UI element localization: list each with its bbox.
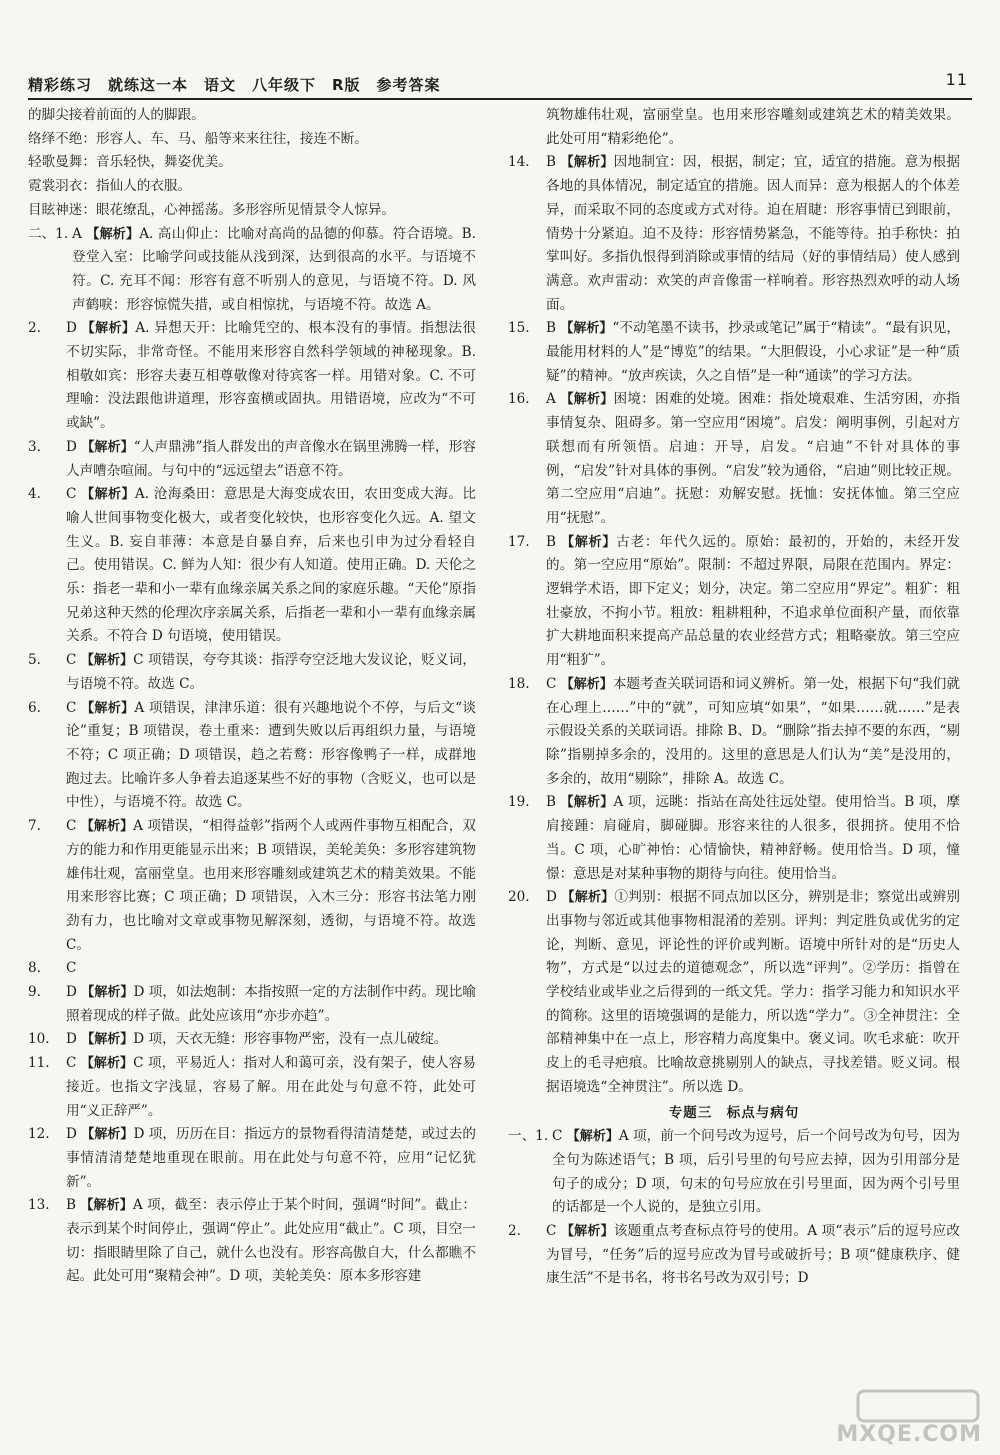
analysis-tag: 【解析】 bbox=[81, 700, 135, 716]
watermark-text: MXQE.COM bbox=[836, 1422, 982, 1447]
analysis-tag: 【解析】 bbox=[560, 321, 613, 337]
item-number: 11. bbox=[28, 1055, 50, 1072]
item-body bbox=[546, 151, 960, 317]
text-line: 目眩神迷：眼花缭乱，心神摇荡。多形容所见情景令人惊异。 bbox=[28, 201, 396, 218]
answer-item bbox=[508, 531, 960, 673]
item-body bbox=[546, 388, 960, 530]
page-header bbox=[28, 70, 968, 100]
item-answer: D bbox=[66, 1126, 77, 1143]
item-answer: D bbox=[66, 320, 77, 337]
watermark-logo bbox=[838, 1387, 988, 1447]
item-body bbox=[66, 981, 476, 1028]
item-body bbox=[66, 957, 476, 981]
answer-item bbox=[28, 1123, 476, 1194]
text-line: 络绎不绝：形容人、车、马、船等来来往往，接连不断。 bbox=[28, 130, 368, 147]
item-text: 本题考查关联词语和词义辨析。第一处，根据下句“我们就在心理上……”中的“就”，可知应填“如果”，“如果……就……”是表示假设关系的关联词语。排除 B、D。“删除”指去掉不要的东西，“剔除”指剔掉多余的，没用的。这里的意思是人们认为“美”是没用的，多余的，故用“剔除”，排除 A。故选 C。 bbox=[546, 675, 960, 787]
answer-item bbox=[28, 649, 476, 696]
item-answer: C bbox=[66, 486, 77, 503]
analysis-tag: 【解析】 bbox=[81, 321, 136, 337]
item-number: 二、1. bbox=[28, 225, 69, 242]
analysis-tag: 【解析】 bbox=[560, 795, 614, 811]
item-text: A. 沧海桑田：意思是大海变成农田，农田变成大海。比喻人世间事物变化极大，或者变化较快，也形容变化久远。A. 望文生义。B. 妄自菲薄：本意是自暴自弃，后来也引申为过分看轻自己。使用错误。C. 鲜为人知：很少有人知道。使用正确。D. 天伦之乐：指老一辈和小一辈有血缘亲属关系之间的家庭乐趣。“天伦”原指兄弟这种天然的伦理次序亲属关系，后指老一辈和小一辈有血缘亲属关系。不符合 D 句语境，使用错误。 bbox=[66, 486, 476, 645]
item-text: A 项错误，津津乐道：很有兴趣地说个不停，与后文“谈论”重复；B 项错误，卷土重来：遭到失败以后再组织力量，与语境不符；C 项正确；D 项错误，趋之若鹜：形容像鸭子一样，成群地跑过去。比喻许多人争着去追逐某些不好的事物（含贬义，也可以是中性），与语境不符。故选 C。 bbox=[66, 699, 476, 811]
item-answer: D bbox=[546, 889, 557, 906]
item-body bbox=[66, 697, 476, 816]
analysis-tag: 【解析】 bbox=[560, 1224, 614, 1240]
text-line: 筑物雄伟壮观，富丽堂皇。也用来形容雕刻或建筑艺术的精美效果。此处可用“精彩绝伦”。 bbox=[546, 107, 960, 147]
item-body bbox=[66, 436, 476, 483]
item-number: 5. bbox=[28, 652, 41, 669]
item-body bbox=[66, 1052, 476, 1123]
text-line: 霓裳羽衣：指仙人的衣服。 bbox=[28, 178, 192, 195]
analysis-tag: 【解析】 bbox=[81, 487, 135, 503]
analysis-tag: 【解析】 bbox=[86, 226, 140, 242]
item-body bbox=[546, 791, 960, 886]
answer-item bbox=[28, 317, 476, 436]
analysis-tag: 【解析】 bbox=[81, 985, 134, 1001]
item-number: 13. bbox=[28, 1197, 50, 1214]
analysis-tag: 【解析】 bbox=[566, 1129, 619, 1145]
item-answer: D bbox=[66, 1031, 77, 1048]
item-text: ①判别：根据不同点加以区分，辨别是非；察觉出或辨别出事物与邻近或其他事物相混淆的差别。评判：判定胜负或优劣的定论，判断、意见，评论性的评价或判断。语境中所针对的是“历史人物”，方式是“以过去的道德观念”，所以选“评判”。②学历：指曾在学校结业或毕业之后得到的一纸文凭。学力：指学习能力和知识水平的简称。这里的语境强调的是能力，所以选“学力”。③全神贯注：全部精神集中在一点上，形容精力高度集中。褒义词。吹毛求疵：吹开皮上的毛寻疤痕。比喻故意挑剔别人的缺点，寻找差错。贬义词。根据语境选“全神贯注”。所以选 D。 bbox=[546, 889, 960, 1095]
item-number: 2. bbox=[508, 1223, 521, 1240]
item-body bbox=[552, 1125, 960, 1220]
answer-item bbox=[28, 1052, 476, 1123]
item-answer: A bbox=[72, 225, 82, 242]
item-number: 16. bbox=[508, 391, 530, 408]
item-answer: B bbox=[66, 1197, 76, 1214]
item-text: 因地制宜：因，根据，制定；宜，适宜的措施。意为根据各地的具体情况，制定适宜的措施。因人而异：意为根据人的个体差异，而采取不同的态度或方式对待。迫在眉睫：形容事情已到眼前，情势十分紧迫。迫不及待：形容情势紧急，不能等待。拍手称快：拍掌叫好。多指仇恨得到消除或事情的结局（好的事情结局）使人感到满意。欢声雷动：欢笑的声音像雷一样响着。形容热烈欢呼的动人场面。 bbox=[546, 154, 960, 313]
text-line: 的脚尖接着前面的人的脚跟。 bbox=[28, 107, 205, 123]
item-answer: C bbox=[66, 1055, 77, 1072]
item-answer: A bbox=[546, 391, 556, 408]
item-body bbox=[546, 886, 960, 1099]
item-body bbox=[546, 531, 960, 673]
item-body bbox=[72, 223, 476, 318]
item-text: D 项，天衣无缝：形容事物严密，没有一点儿破绽。 bbox=[133, 1031, 448, 1048]
item-answer: D bbox=[66, 438, 77, 455]
item-body bbox=[546, 317, 960, 388]
item-body bbox=[66, 815, 476, 957]
item-number: 18. bbox=[508, 675, 530, 692]
item-body bbox=[66, 1123, 476, 1194]
item-answer: B bbox=[546, 533, 556, 550]
item-text: A 项错误，“相得益彰”指两个人或两件事物互相配合，双方的能力和作用更能显示出来；B 项错误，美轮美奂：多形容建筑物雄伟壮观，富丽堂皇。也用来形容雕刻或建筑艺术的精美效果。不能用来形容比赛；C 项正确；D 项错误，入木三分：形容书法笔力刚劲有力，也比喻对文章或事物见解深刻，透彻，与语境不符。故选 C。 bbox=[66, 818, 476, 953]
item-body bbox=[66, 483, 476, 649]
answer-item bbox=[28, 223, 476, 318]
item-number: 9. bbox=[28, 984, 41, 1001]
item-text: A 项，远眺：指站在高处往远处望。使用恰当。B 项，摩肩接踵：肩碰肩，脚碰脚。形容来往的人很多，很拥挤。使用不恰当。C 项，心旷神怡：心情愉快，精神舒畅。使用恰当。D 项，憧憬：意思是对某种事物的期待与向往。使用恰当。 bbox=[546, 794, 960, 882]
item-number: 8. bbox=[28, 960, 41, 977]
item-answer: C bbox=[66, 960, 77, 977]
analysis-tag: 【解析】 bbox=[561, 890, 615, 906]
answer-item bbox=[28, 957, 476, 981]
analysis-tag: 【解析】 bbox=[80, 1056, 134, 1072]
item-text: A 项，截至：表示停止于某个时间，强调“时间”。截止：表示到某个时间停止，强调“停止”。此处应用“截止”。C 项，目空一切：指眼睛里除了自己，就什么也没有。形容高傲自大，什么都瞧不起。此处可用“聚精会神”。D 项，美轮美奂：原本多形容建 bbox=[66, 1197, 476, 1285]
item-number: 15. bbox=[508, 320, 530, 337]
item-text: A. 高山仰止：比喻对高尚的品德的仰慕。符合语境。B. 登堂入室：比喻学问或技能从浅到深，达到很高的水平。与语境不符。C. 充耳不闻：形容有意不听别人的意见，与语境不符。D. 风声鹤唳：形容惊慌失措，或自相惊扰，与语境不符。故选 A。 bbox=[72, 225, 476, 313]
item-text: C 项，平易近人：指对人和蔼可亲，没有架子，使人容易接近。也指文字浅显，容易了解。用在此处与句意不符，此处可用“义正辞严”。 bbox=[66, 1055, 476, 1119]
item-answer: C bbox=[66, 652, 77, 669]
item-answer: C bbox=[66, 818, 77, 835]
item-text: D 项，如法炮制：本指按照一定的方法制作中药。现比喻照着现成的样子做。此处应该用“亦步亦趋”。 bbox=[66, 984, 476, 1024]
item-number: 10. bbox=[28, 1031, 50, 1048]
item-number: 3. bbox=[28, 438, 41, 455]
item-number: 20. bbox=[508, 889, 530, 906]
item-body bbox=[546, 1220, 960, 1291]
item-number: 一、1. bbox=[508, 1128, 549, 1145]
answer-item bbox=[508, 1220, 960, 1291]
page-number: 11 bbox=[945, 70, 968, 89]
analysis-tag: 【解析】 bbox=[81, 439, 134, 455]
item-answer: D bbox=[66, 984, 77, 1001]
answer-item bbox=[28, 815, 476, 957]
header-rule bbox=[28, 98, 972, 100]
answer-item bbox=[508, 886, 960, 1099]
analysis-tag: 【解析】 bbox=[81, 1127, 134, 1143]
analysis-tag: 【解析】 bbox=[81, 1032, 134, 1048]
item-number: 12. bbox=[28, 1126, 50, 1143]
item-text: “人声鼎沸”指人群发出的声音像水在锅里沸腾一样，形容人声嘈杂喧闹。与句中的“远远望去”语意不符。 bbox=[66, 438, 476, 479]
item-text: 该题重点考查标点符号的使用。A 项“表示”后的逗号应改为冒号，“任务”后的逗号应改为冒号或破折号；B 项“健康秩序、健康生活”不是书名，将书名号改为双引号；D bbox=[546, 1223, 960, 1287]
item-text: 古老：年代久远的。原始：最初的，开始的，未经开发的。第一空应用“原始”。限制：不超过界限，局限在范围内。界定：逻辑学术语，即下定义；划分，决定。第二空应用“界定”。粗犷：粗壮豪放，不拘小节。粗放：粗耕粗种，不追求单位面积产量，而依靠扩大耕地面积来提高产品总量的农业经营方式；粗略豪放。第三空应用“粗犷”。 bbox=[546, 533, 960, 669]
answer-item bbox=[508, 317, 960, 388]
item-text: D 项，历历在目：指远方的景物看得清清楚楚，或过去的事情清清楚楚地重现在眼前。用在此处与句意不符，应用“记忆犹新”。 bbox=[66, 1126, 476, 1190]
analysis-tag: 【解析】 bbox=[80, 819, 134, 835]
item-answer: C bbox=[546, 675, 557, 692]
item-text: 困境：困难的处境。困难：指处境艰难、生活穷困，亦指事情复杂、阻碍多。第一空应用“困境”。启发：阐明事例，引起对方联想而有所领悟。启迪：开导，启发。“启迪”不针对具体的事例，“启发”针对具体的事例。“启发”较为通俗，“启迪”则比较正规。第二空应用“启迪”。抚慰：劝解安慰。抚恤：安抚体恤。第三空应用“抚慰”。 bbox=[546, 391, 960, 526]
analysis-tag: 【解析】 bbox=[560, 392, 614, 408]
answer-item bbox=[508, 673, 960, 792]
item-answer: B bbox=[546, 320, 556, 337]
item-answer: B bbox=[546, 154, 556, 171]
answer-item bbox=[508, 388, 960, 530]
item-number: 19. bbox=[508, 794, 530, 811]
item-answer: C bbox=[66, 699, 77, 716]
answer-item bbox=[28, 1194, 476, 1289]
item-number: 17. bbox=[508, 533, 530, 550]
analysis-tag: 【解析】 bbox=[80, 653, 134, 669]
answer-item bbox=[28, 981, 476, 1028]
item-number: 7. bbox=[28, 818, 41, 835]
item-answer: C bbox=[546, 1223, 557, 1240]
item-body bbox=[546, 673, 960, 792]
analysis-tag: 【解析】 bbox=[561, 534, 617, 550]
answer-item bbox=[28, 436, 476, 483]
answer-item bbox=[508, 151, 960, 317]
item-text: C 项错误，夸夸其谈：指浮夸空泛地大发议论，贬义词，与语境不符。故选 C。 bbox=[66, 652, 476, 692]
analysis-tag: 【解析】 bbox=[560, 155, 614, 171]
item-number: 6. bbox=[28, 699, 41, 716]
item-text: A. 异想天开：比喻凭空的、根本没有的事情。指想法很不切实际，非常奇怪。不能用来形容自然科学领域的神秘现象。B. 相敬如宾：形容夫妻互相尊敬像对待宾客一样。用错对象。C. 不可理喻：没法跟他讲道理，形容蛮横或固执。用错语境，应改为“不可或缺”。 bbox=[66, 320, 476, 432]
answer-item bbox=[28, 697, 476, 816]
section-title: 专题三 标点与病句 bbox=[668, 1104, 800, 1121]
right-column bbox=[508, 104, 960, 1291]
answer-item bbox=[28, 483, 476, 649]
item-body bbox=[66, 317, 476, 436]
text-line: 轻歌曼舞：音乐轻快，舞姿优美。 bbox=[28, 154, 232, 171]
item-body bbox=[66, 649, 476, 696]
left-column bbox=[28, 104, 476, 1289]
item-text: “不动笔墨不读书，抄录或笔记”属于“精读”。“最有识见，最能用材料的人”是“博览”的结果。“大胆假设，小心求证”是一种“质疑”的精神。“放声疾读，久之自悟”是一种“通读”的学习方法。 bbox=[546, 320, 961, 384]
answer-item bbox=[508, 791, 960, 886]
item-answer: B bbox=[546, 794, 556, 811]
item-body bbox=[66, 1194, 476, 1289]
header-title: 精彩练习 就练这一本 语文 八年级下 R版 参考答案 bbox=[28, 76, 441, 94]
item-answer: C bbox=[552, 1128, 563, 1145]
item-number: 2. bbox=[28, 320, 41, 337]
analysis-tag: 【解析】 bbox=[560, 676, 613, 692]
item-text: A 项，前一个问号改为逗号，后一个问号改为句号，因为全句为陈述语气；B 项，后引号里的句号应去掉，因为引用部分是句子的成分；D 项，句末的句号应放在引号里面，因为两个引号里的话都是一个人说的，是独立引用。 bbox=[552, 1128, 960, 1216]
answer-item bbox=[28, 1028, 476, 1052]
item-number: 14. bbox=[508, 154, 530, 171]
item-number: 4. bbox=[28, 486, 41, 503]
analysis-tag: 【解析】 bbox=[80, 1198, 133, 1214]
item-body bbox=[66, 1028, 476, 1052]
answer-item bbox=[508, 1125, 960, 1220]
